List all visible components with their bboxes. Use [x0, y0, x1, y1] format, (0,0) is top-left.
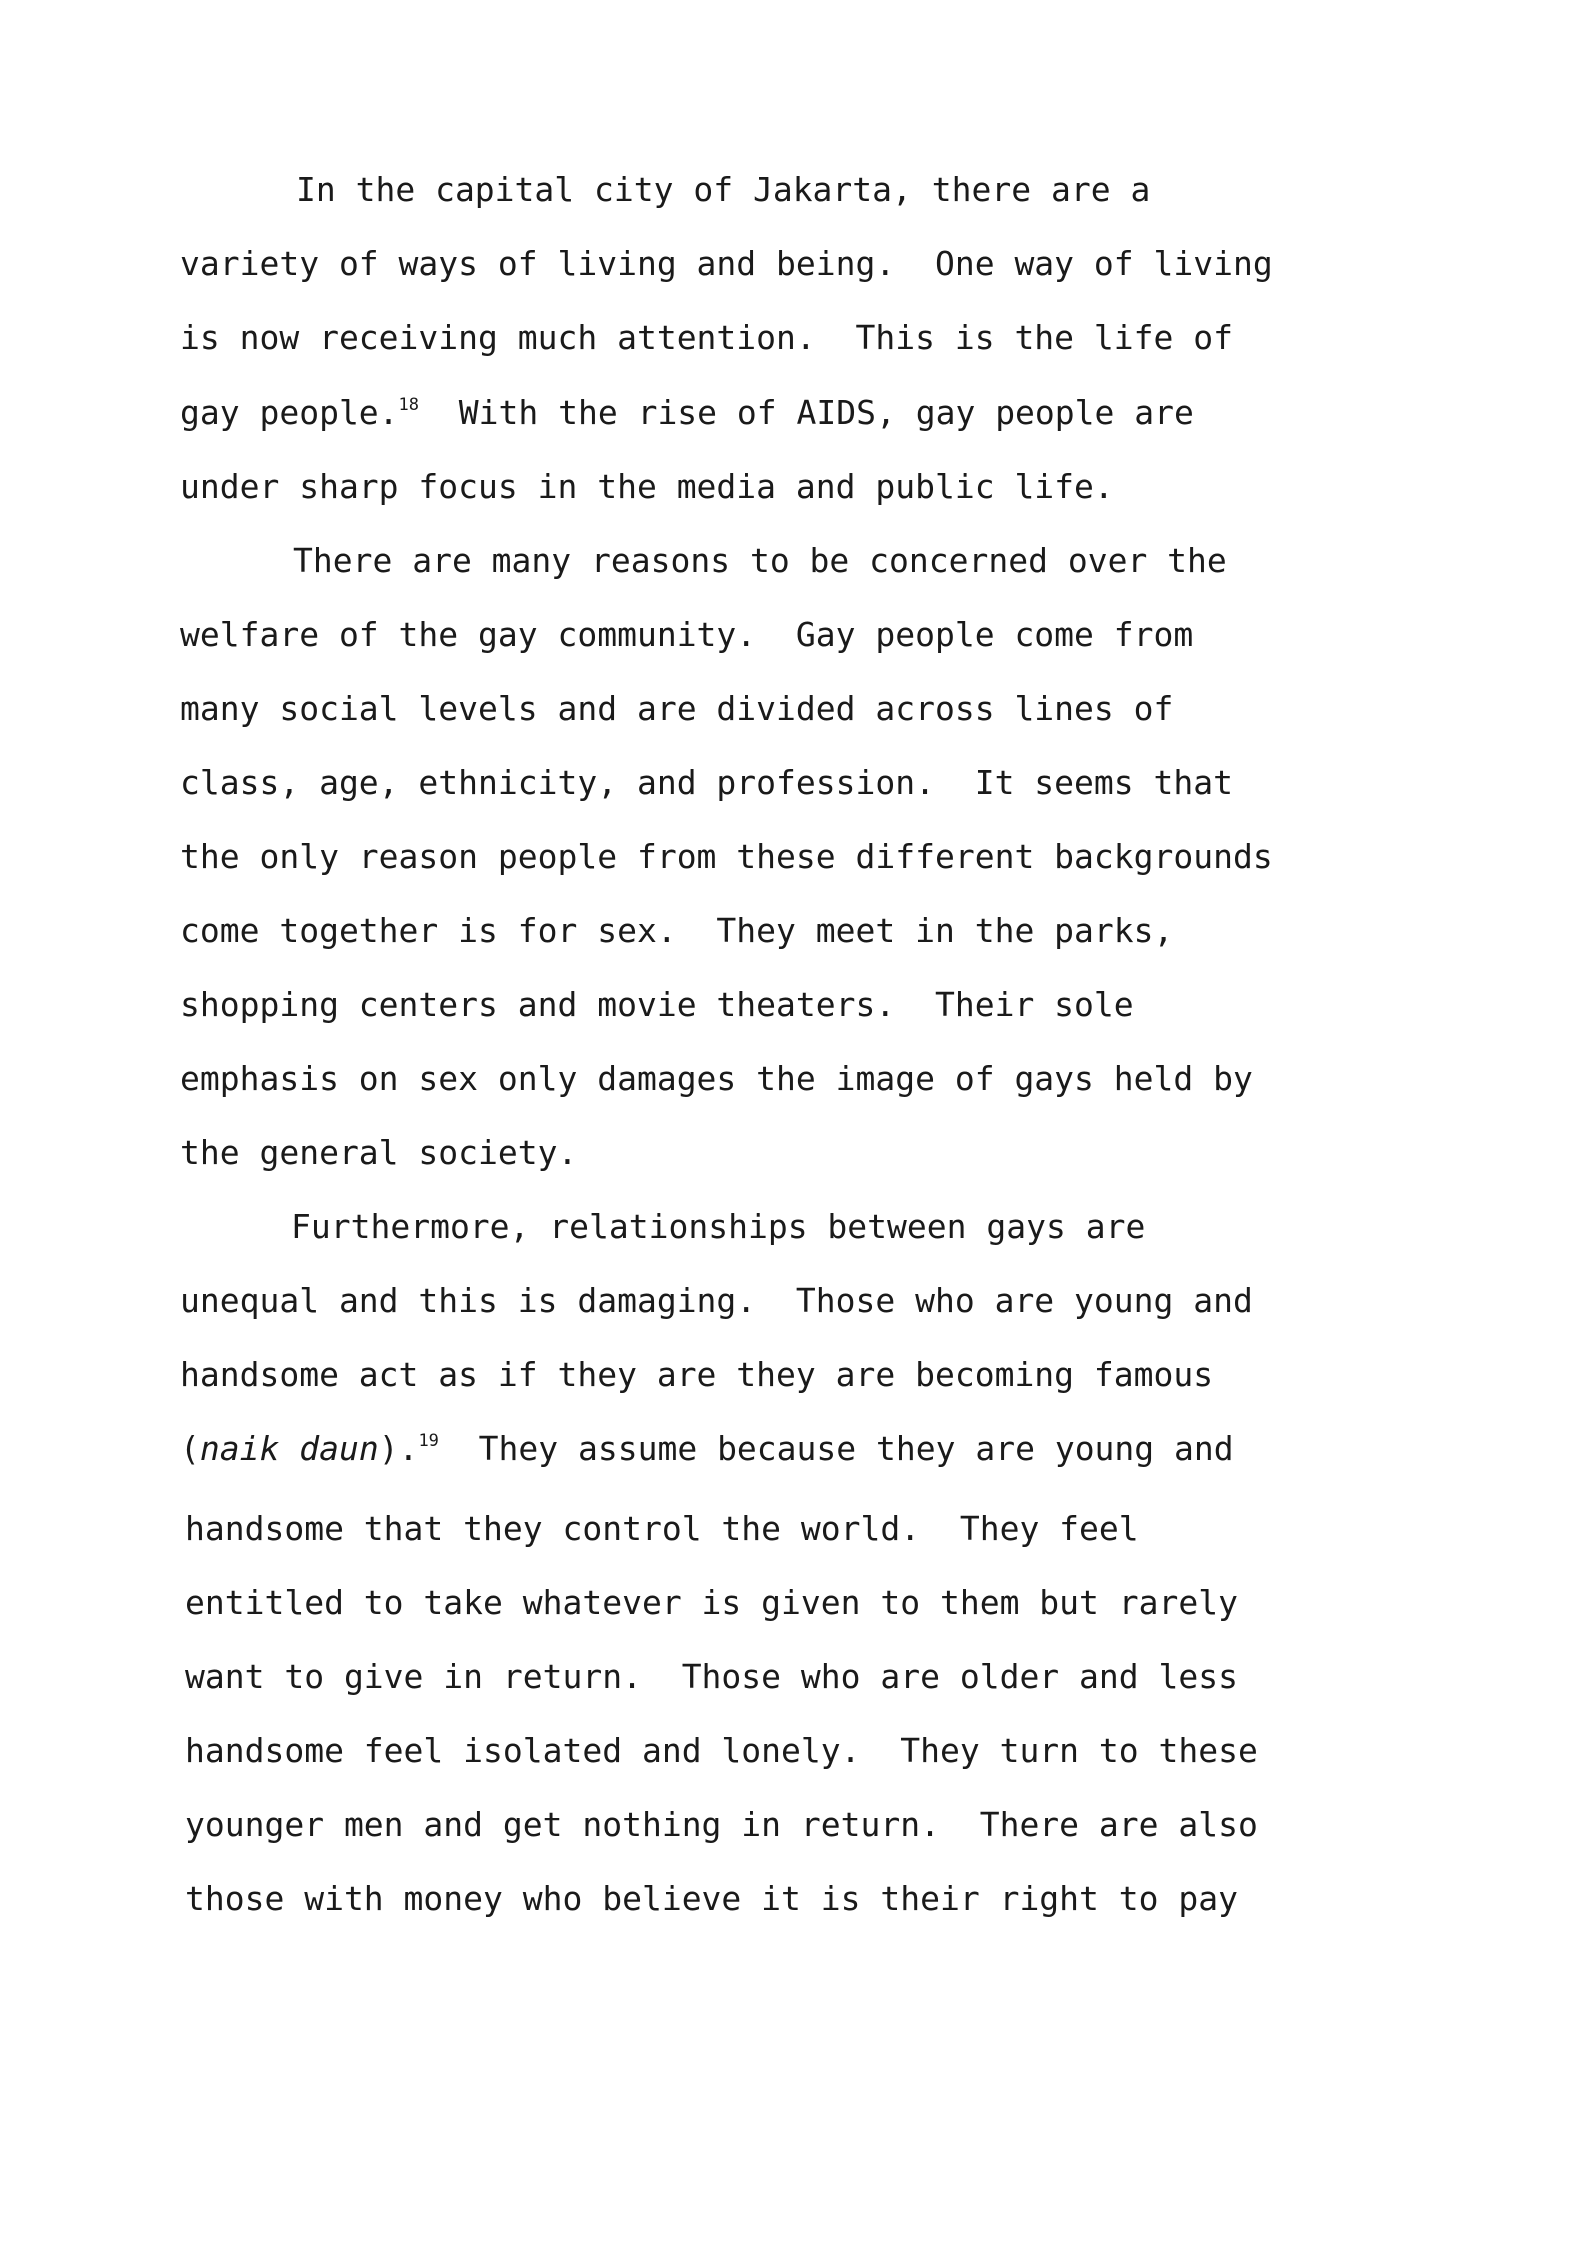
text-line: variety of ways of living and being. One way of living — [180, 244, 1273, 283]
text-line: the general society. — [180, 1133, 578, 1172]
text-line: those with money who believe it is their right to pay — [185, 1879, 1238, 1918]
text-line: under sharp focus in the media and public life. — [180, 467, 1114, 506]
text-line-with-footnote — [180, 393, 1194, 439]
text-run: They assume because they are young and — [438, 1429, 1234, 1468]
text-line: handsome that they control the world. They feel — [185, 1509, 1139, 1548]
text-line-with-footnote — [180, 1429, 1234, 1475]
text-run: gay people. — [180, 393, 399, 432]
text-line: handsome act as if they are they are becoming famous — [180, 1355, 1214, 1394]
text-line: unequal and this is damaging. Those who are young and — [180, 1281, 1253, 1320]
text-line: want to give in return. Those who are older and less — [185, 1657, 1238, 1696]
text-line: welfare of the gay community. Gay people come from — [180, 615, 1194, 654]
text-line: emphasis on sex only damages the image of gays held by — [180, 1059, 1253, 1098]
text-line: the only reason people from these different backgrounds — [180, 837, 1273, 876]
text-line: many social levels and are divided across lines of — [180, 689, 1174, 728]
text-line: In the capital city of Jakarta, there are a — [296, 170, 1151, 209]
text-line: shopping centers and movie theaters. Their sole — [180, 985, 1134, 1024]
text-line: younger men and get nothing in return. There are also — [185, 1805, 1258, 1844]
text-line: handsome feel isolated and lonely. They turn to these — [185, 1731, 1258, 1770]
footnote-marker: 18 — [398, 395, 420, 415]
text-line: Furthermore, relationships between gays are — [291, 1207, 1146, 1246]
italic-term: naik daun — [199, 1429, 379, 1468]
text-line: is now receiving much attention. This is the life of — [180, 318, 1233, 357]
text-line: class, age, ethnicity, and profession. It seems that — [180, 763, 1233, 802]
text-run: With the rise of AIDS, gay people are — [419, 393, 1194, 432]
text-line: come together is for sex. They meet in the parks, — [180, 911, 1174, 950]
text-line: entitled to take whatever is given to them but rarely — [185, 1583, 1238, 1622]
text-run: ( — [180, 1429, 200, 1468]
footnote-marker: 19 — [418, 1431, 439, 1451]
text-line: There are many reasons to be concerned over the — [293, 541, 1227, 580]
text-run: ). — [378, 1429, 419, 1468]
